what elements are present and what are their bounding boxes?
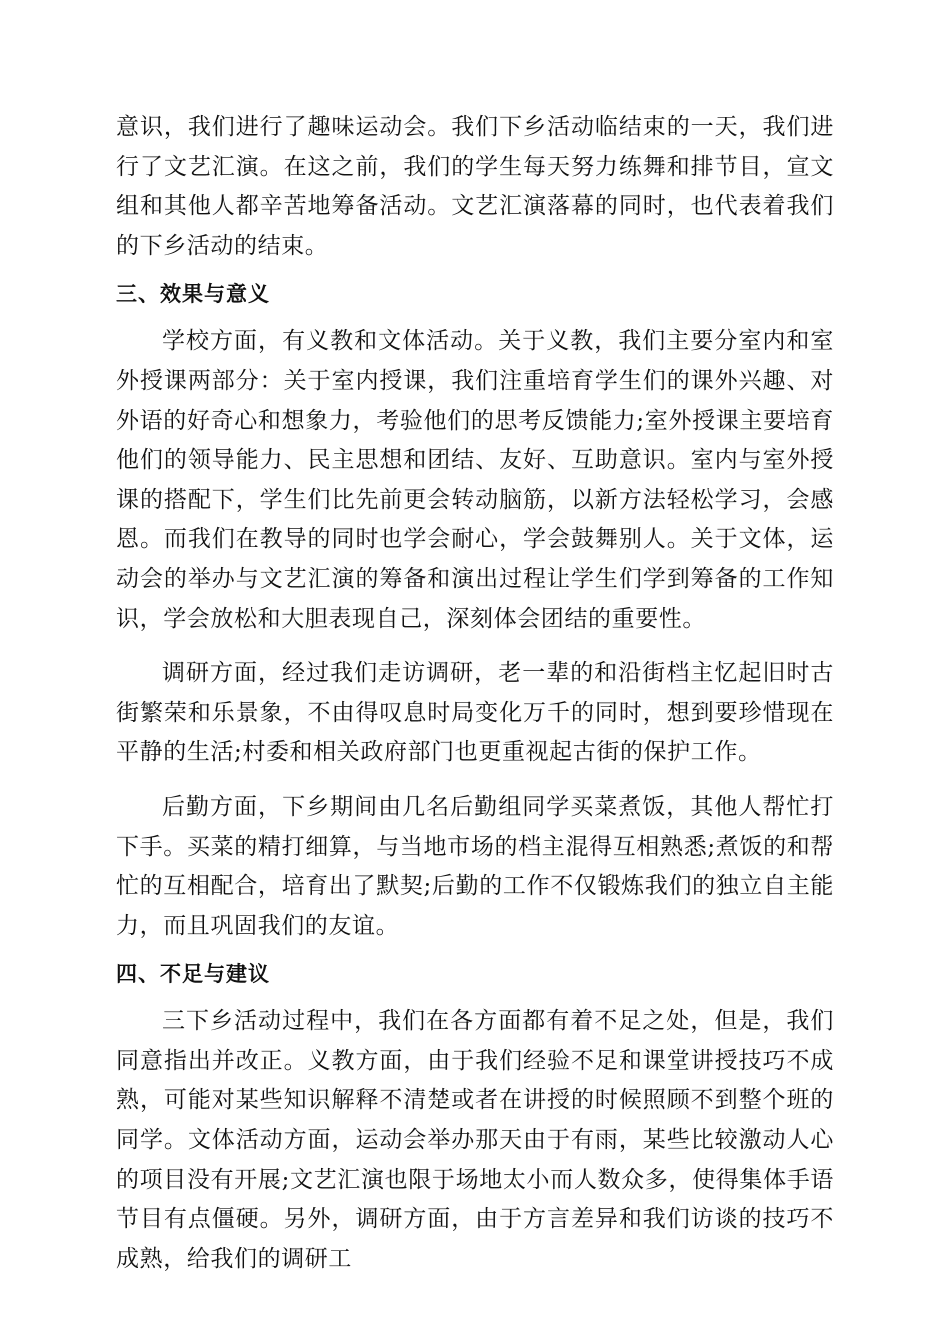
paragraph-logistics: 后勤方面，下乡期间由几名后勤组同学买菜煮饭，其他人帮忙打下手。买菜的精打细算，与当地市场的档主混得互相熟悉;煮饭的和帮忙的互相配合，培育出了默契;后勤的工作不仅锻炼我们的独立自主能力，而且巩固我们的友谊。: [116, 793, 834, 939]
section-heading-effects: 三、效果与意义: [116, 282, 270, 307]
paragraph-school: 学校方面，有义教和文体活动。关于义教，我们主要分室内和室外授课两部分：关于室内授课，我们注重培育学生们的课外兴趣、对外语的好奇心和想象力，考验他们的思考反馈能力;室外授课主要培育他们的领导能力、民主思想和团结、友好、互助意识。室内与室外授课的搭配下，学生们比先前更会转动脑筋，以新方法轻松学习，会感恩。而我们在教导的同时也学会耐心，学会鼓舞别人。关于文体，运动会的举办与文艺汇演的筹备和演出过程让学生们学到筹备的工作知识，学会放松和大胆表现自己，深刻体会团结的重要性。: [116, 328, 834, 632]
document-page: [116, 108, 834, 1279]
paragraph-activity-end: 意识，我们进行了趣味运动会。我们下乡活动临结束的一天，我们进行了文艺汇演。在这之前，我们的学生每天努力练舞和排节目，宣文组和其他人都辛苦地筹备活动。文艺汇演落幕的同时，也代表着我们的下乡活动的结束。: [116, 114, 834, 259]
section-heading-shortcomings: 四、不足与建议: [116, 962, 270, 987]
paragraph-shortcomings: 三下乡活动过程中，我们在各方面都有着不足之处，但是，我们同意指出并改正。义教方面，由于我们经验不足和课堂讲授技巧不成熟，可能对某些知识解释不清楚或者在讲授的时候照顾不到整个班的同学。文体活动方面，运动会举办那天由于有雨，某些比较激动人心的项目没有开展;文艺汇演也限于场地太小而人数众多，使得集体手语节目有点僵硬。另外，调研方面，由于方言差异和我们访谈的技巧不成熟，给我们的调研工: [116, 1008, 834, 1272]
paragraph-research: 调研方面，经过我们走访调研，老一辈的和沿街档主忆起旧时古街繁荣和乐景象，不由得叹息时局变化万千的同时，想到要珍惜现在平静的生活;村委和相关政府部门也更重视起古街的保护工作。: [116, 660, 834, 766]
